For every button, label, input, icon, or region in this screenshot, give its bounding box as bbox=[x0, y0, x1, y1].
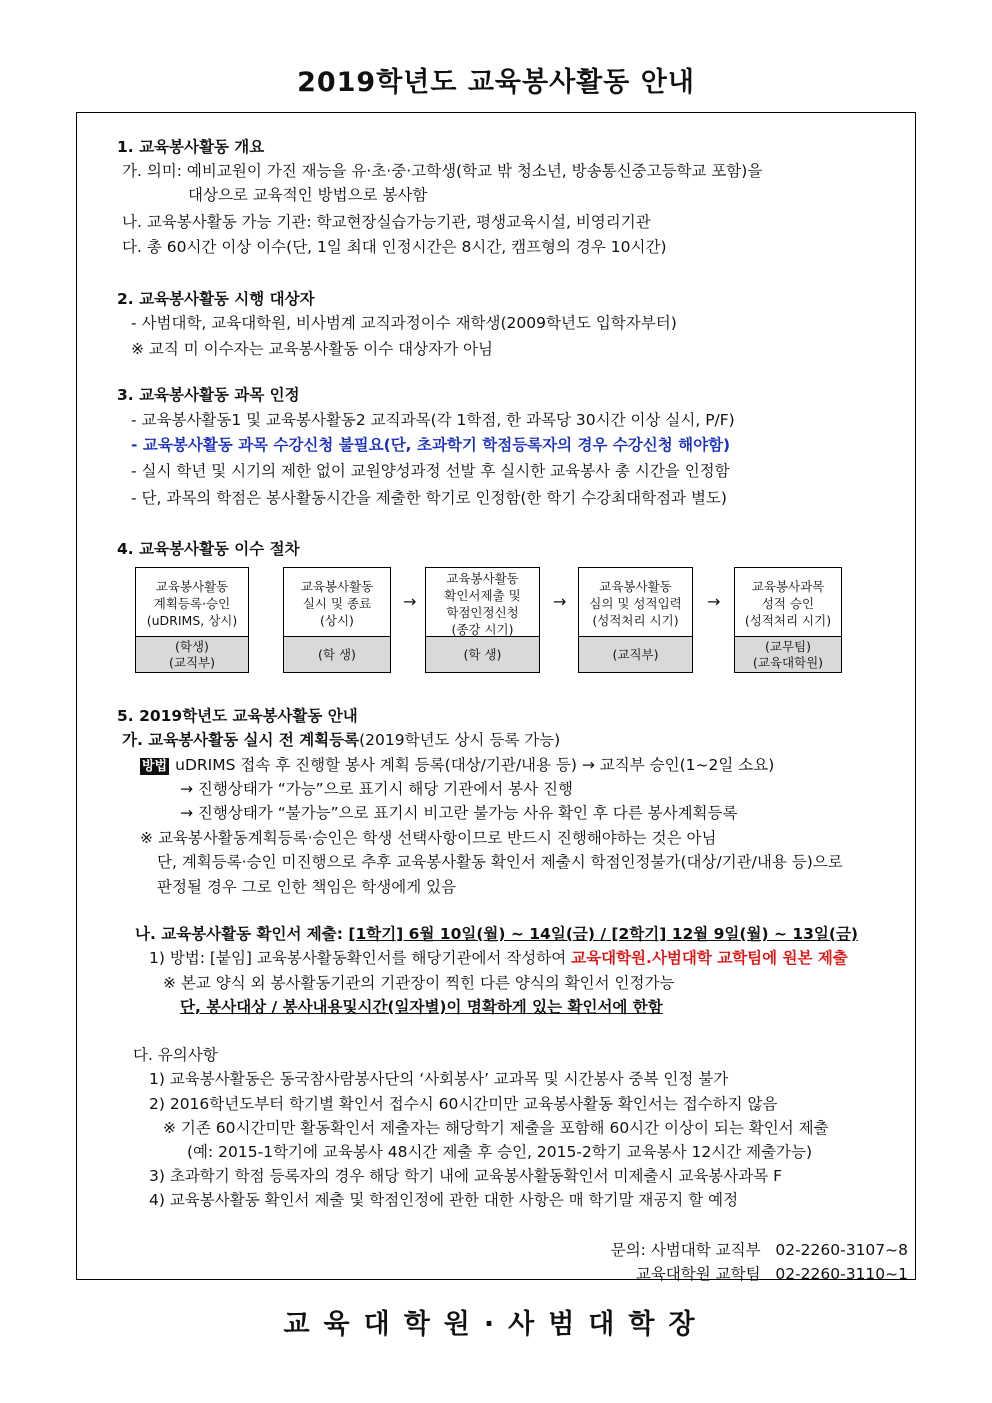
section5-method-impossible: → 진행상태가 “불가능”으로 표기시 비고란 불가능 사유 확인 후 다른 봉사계획등록 bbox=[180, 804, 738, 822]
section5-na-note: ※ 본교 양식 외 봉사활동기관의 기관장이 찍힌 다른 양식의 확인서 인정가능 bbox=[163, 974, 675, 992]
flow-step-label: 심의 및 성적입력 bbox=[589, 596, 682, 611]
section2-heading: 2. 교육봉사활동 시행 대상자 bbox=[117, 290, 315, 308]
section5-ga-note: (2019학년도 상시 등록 가능) bbox=[359, 731, 561, 749]
section5-na-method bbox=[149, 947, 848, 969]
section5-note1: ※ 교육봉사활동계획등록·승인은 학생 선택사항이므로 반드시 진행해야하는 것은 아님 bbox=[140, 829, 717, 847]
section3-line2 bbox=[131, 434, 730, 456]
section1-item-a: 가. 의미: 예비교원이 가진 재능을 유·초·중·고학생(학교 밖 청소년, 방송통신중고등학교 포함)을 bbox=[122, 162, 763, 180]
footer-signature: 교육대학원·사범대학장 bbox=[283, 1309, 709, 1340]
section5-note2: 단, 계획등록·승인 미진행으로 추후 교육봉사활동 확인서 제출시 학점인정불가(대상/기관/내용 등)으로 bbox=[157, 853, 843, 871]
section5-heading: 5. 2019학년도 교육봉사활동 안내 bbox=[117, 707, 358, 725]
flow-step-owner: (교직부) bbox=[169, 654, 215, 670]
section3-line2-dash: - bbox=[131, 436, 143, 454]
flow-step-label: 학점인정신청 bbox=[446, 604, 519, 620]
section5-na-condition: 단, 봉사대상 / 봉사내용및시간(일자별)이 명확하게 있는 확인서에 한함 bbox=[180, 998, 663, 1016]
section5-da-item2: 2) 2016학년도부터 학기별 확인서 접수시 60시간미만 교육봉사활동 확인서는 접수하지 않음 bbox=[149, 1095, 778, 1113]
section5-da-item2-note: ※ 기존 60시간미만 활동확인서 제출자는 해당학기 제출을 포함해 60시간 이상이 되는 확인서 제출 bbox=[163, 1119, 829, 1137]
section4-heading: 4. 교육봉사활동 이수 절차 bbox=[117, 540, 300, 558]
section3-heading: 3. 교육봉사활동 과목 인정 bbox=[117, 386, 300, 404]
flow-step-label: (성적처리 시기) bbox=[592, 613, 679, 628]
flow-arrow-icon: → bbox=[553, 592, 567, 611]
contact-line-1: 문의: 사범대학 교직부 02-2260-3107~8 bbox=[610, 1241, 908, 1259]
flow-step-label: 확인서제출 및 bbox=[444, 587, 521, 603]
flow-step-owner: (교직부) bbox=[612, 646, 659, 662]
section5-na-method-text: 1) 방법: [붙임] 교육봉사활동확인서를 해당기관에서 작성하여 bbox=[149, 949, 572, 967]
section1-item-a-cont: 대상으로 교육적인 방법으로 봉사함 bbox=[188, 186, 428, 204]
flow-step-1 bbox=[135, 567, 249, 673]
section5-na bbox=[135, 923, 858, 945]
flow-step-label: 실시 및 종료 bbox=[302, 596, 372, 611]
flow-arrow-icon: → bbox=[707, 592, 721, 611]
section5-da-item4: 4) 교육봉사활동 확인서 제출 및 학점인정에 관한 대한 사항은 매 학기말 재공지 할 예정 bbox=[149, 1191, 739, 1209]
flow-step-owner: (교무팀) bbox=[765, 638, 811, 654]
flow-step-2 bbox=[283, 567, 391, 673]
flow-step-5 bbox=[734, 567, 842, 673]
section3-line3: - 실시 학년 및 시기의 제한 없이 교원양성과정 선발 후 실시한 교육봉사 총 시간을 인정함 bbox=[131, 462, 730, 480]
section5-na-title: 나. 교육봉사활동 확인서 제출: bbox=[135, 925, 349, 943]
flow-arrow-icon: → bbox=[403, 592, 417, 611]
flow-step-label: 교육봉사과목 bbox=[751, 579, 825, 594]
section5-ga bbox=[122, 729, 560, 751]
flow-step-label: 교육봉사활동 bbox=[446, 570, 519, 586]
flow-step-owner: (학생) bbox=[175, 638, 209, 654]
flow-step-label: 계획등록·승인 bbox=[153, 596, 231, 611]
section5-ga-title: 가. 교육봉사활동 실시 전 계획등록 bbox=[122, 731, 360, 749]
flow-step-owner: (학 생) bbox=[318, 646, 356, 662]
method-text: uDRIMS 접속 후 진행할 봉사 계획 등록(대상/기관/내용 등) → 교직부 승인(1~2일 소요) bbox=[175, 756, 775, 774]
section3-line4: - 단, 과목의 학점은 봉사활동시간을 제출한 학기로 인정함(한 학기 수강최대학점과 별도) bbox=[131, 489, 727, 507]
flow-step-3 bbox=[425, 567, 540, 673]
section5-da-item2-example: (예: 2015-1학기에 교육봉사 48시간 제출 후 승인, 2015-2학기 교육봉사 12시간 제출가능) bbox=[187, 1143, 813, 1161]
flow-step-owner: (교육대학원) bbox=[752, 654, 824, 670]
flow-step-owner: (학 생) bbox=[463, 646, 502, 662]
flow-step-label: 교육봉사활동 bbox=[300, 579, 374, 594]
flow-step-label: (uDRIMS, 상시) bbox=[146, 613, 238, 628]
section2-note: ※ 교직 미 이수자는 교육봉사활동 이수 대상자가 아님 bbox=[131, 340, 493, 358]
contact-line-2: 교육대학원 교학팀 02-2260-3110~1 bbox=[635, 1265, 908, 1283]
flow-step-label: (상시) bbox=[320, 613, 354, 628]
section5-note3: 판정될 경우 그로 인한 책임은 학생에게 있음 bbox=[157, 878, 457, 896]
flow-step-label: 교육봉사활동 bbox=[155, 579, 229, 594]
section5-method bbox=[140, 754, 774, 776]
section1-item-b: 나. 교육봉사활동 가능 기관: 학교현장실습가능기관, 평생교육시설, 비영리기관 bbox=[122, 213, 651, 231]
flow-step-label: (성적처리 시기) bbox=[744, 613, 832, 628]
section5-da: 다. 유의사항 bbox=[133, 1046, 218, 1064]
section3-line1: - 교육봉사활동1 및 교육봉사활동2 교직과목(각 1학점, 한 과목당 30시간 이상 실시, P/F) bbox=[131, 411, 735, 429]
section1-heading: 1. 교육봉사활동 개요 bbox=[117, 138, 265, 156]
section5-na-dates: [1학기] 6월 10일(월) ~ 14일(금) / [2학기] 12월 9일(월) ~ 13일(금) bbox=[348, 925, 859, 943]
section5-na-method-submit: 교육대학원.사범대학 교학팀에 원본 제출 bbox=[571, 949, 848, 967]
section5-da-item1: 1) 교육봉사활동은 동국참사람봉사단의 ‘사회봉사’ 교과목 및 시간봉사 중복 인정 불가 bbox=[149, 1070, 729, 1088]
section5-da-item3: 3) 초과학기 학점 등록자의 경우 해당 학기 내에 교육봉사활동확인서 미제출시 교육봉사과목 F bbox=[149, 1167, 783, 1185]
flow-step-label: (종강 시기) bbox=[451, 621, 514, 637]
section1-item-c: 다. 총 60시간 이상 이수(단, 1일 최대 인정시간은 8시간, 캠프형의 경우 10시간) bbox=[122, 238, 667, 256]
method-badge: 방법 bbox=[142, 759, 168, 774]
page-title: 2019학년도 교육봉사활동 안내 bbox=[297, 67, 695, 98]
section3-line2-text: 교육봉사활동 과목 수강신청 불필요(단, 초과학기 학점등록자의 경우 수강신청 해야함) bbox=[142, 436, 731, 454]
flow-step-label: 성적 승인 bbox=[761, 596, 815, 611]
flow-step-4 bbox=[578, 567, 693, 673]
section5-method-possible: → 진행상태가 “가능”으로 표기시 해당 기관에서 봉사 진행 bbox=[180, 780, 573, 798]
section2-line1: - 사범대학, 교육대학원, 비사범계 교직과정이수 재학생(2009학년도 입학자부터) bbox=[131, 314, 677, 332]
flow-step-label: 교육봉사활동 bbox=[599, 579, 672, 594]
